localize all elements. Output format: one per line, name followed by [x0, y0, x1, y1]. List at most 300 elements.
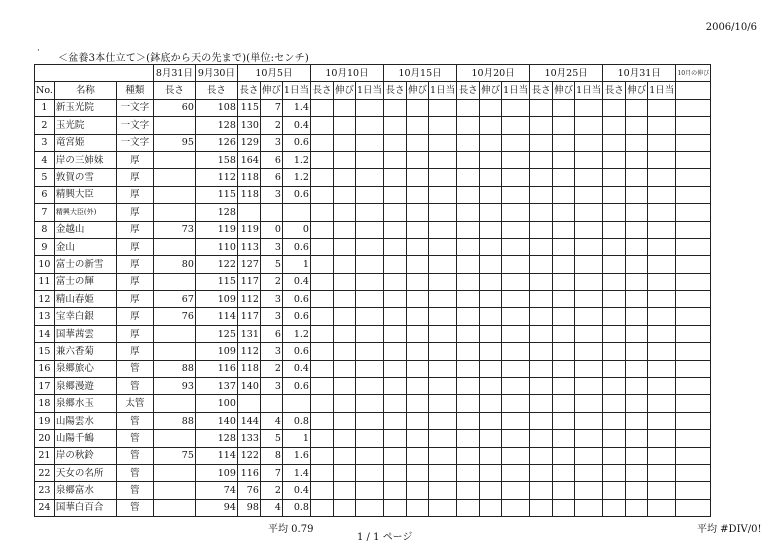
name-header: 名称	[54, 82, 116, 99]
plant-kind: 一文字	[116, 99, 153, 116]
daily-oct5	[282, 204, 310, 221]
length-oct5: 133	[237, 430, 260, 447]
empty-cell	[333, 378, 355, 395]
daily-oct5: 0.8	[282, 499, 310, 516]
length-header: 長さ	[153, 82, 195, 99]
daily-oct5: 1.4	[282, 464, 310, 481]
empty-cell	[429, 447, 457, 464]
length-oct5: 112	[237, 343, 260, 360]
average-left: 平均 0.79	[268, 524, 314, 535]
empty-cell	[676, 447, 711, 464]
table-row	[35, 395, 711, 412]
empty-cell	[429, 395, 457, 412]
empty-cell	[553, 464, 575, 481]
plant-name: 金越山	[54, 221, 116, 238]
average-right: 平均 #DIV/0!	[697, 524, 762, 535]
plant-name: 泉郷旅心	[54, 360, 116, 377]
plant-name: 富士の輝	[54, 273, 116, 290]
empty-cell	[502, 378, 530, 395]
empty-cell	[457, 308, 480, 325]
empty-cell	[384, 360, 407, 377]
length-oct5: 118	[237, 186, 260, 203]
plant-name: 精興大臣(外)	[54, 204, 116, 221]
empty-cell	[407, 482, 429, 499]
row-number: 10	[35, 256, 55, 273]
plant-kind: 厚	[116, 325, 153, 342]
empty-cell	[575, 430, 603, 447]
growth-header: 伸び	[333, 82, 355, 99]
empty-cell	[648, 464, 676, 481]
plant-name: 兼六香菊	[54, 343, 116, 360]
empty-cell	[648, 291, 676, 308]
empty-cell	[333, 117, 355, 134]
length-sep30: 128	[195, 430, 237, 447]
empty-cell	[626, 499, 648, 516]
empty-cell	[480, 482, 502, 499]
empty-cell	[626, 343, 648, 360]
daily-oct5: 1.6	[282, 447, 310, 464]
empty-cell	[333, 499, 355, 516]
empty-cell	[384, 430, 407, 447]
empty-cell	[575, 291, 603, 308]
empty-cell	[355, 186, 383, 203]
empty-cell	[502, 395, 530, 412]
growth-oct5: 4	[260, 499, 282, 516]
empty-cell	[355, 117, 383, 134]
length-sep30: 140	[195, 412, 237, 429]
empty-cell	[457, 169, 480, 186]
plant-kind: 厚	[116, 308, 153, 325]
empty-cell	[355, 360, 383, 377]
length-sep30: 137	[195, 378, 237, 395]
empty-cell	[530, 221, 553, 238]
empty-cell	[407, 412, 429, 429]
empty-cell	[530, 169, 553, 186]
date-header: 8月31日	[153, 65, 195, 82]
empty-cell	[626, 134, 648, 151]
empty-cell	[603, 134, 626, 151]
length-oct5	[237, 395, 260, 412]
empty-cell	[676, 378, 711, 395]
empty-cell	[310, 360, 333, 377]
length-oct5: 98	[237, 499, 260, 516]
empty-cell	[626, 378, 648, 395]
empty-cell	[333, 186, 355, 203]
length-aug31	[153, 273, 195, 290]
daily-header: 1日当	[648, 82, 676, 99]
empty-cell	[480, 273, 502, 290]
empty-cell	[429, 204, 457, 221]
empty-cell	[355, 238, 383, 255]
empty-cell	[457, 256, 480, 273]
length-header: 長さ	[310, 82, 333, 99]
length-oct5: 164	[237, 151, 260, 168]
empty-cell	[355, 499, 383, 516]
length-aug31	[153, 343, 195, 360]
empty-cell	[355, 99, 383, 116]
empty-cell	[626, 447, 648, 464]
plant-name: 国華白百合	[54, 499, 116, 516]
empty-cell	[457, 134, 480, 151]
growth-oct5: 3	[260, 308, 282, 325]
length-sep30: 122	[195, 256, 237, 273]
empty-cell	[384, 134, 407, 151]
empty-cell	[355, 273, 383, 290]
length-sep30: 114	[195, 308, 237, 325]
row-number: 14	[35, 325, 55, 342]
empty-cell	[480, 221, 502, 238]
empty-cell	[603, 464, 626, 481]
empty-cell	[384, 204, 407, 221]
empty-cell	[310, 378, 333, 395]
growth-oct5: 4	[260, 412, 282, 429]
empty-cell	[603, 499, 626, 516]
empty-cell	[333, 151, 355, 168]
empty-cell	[676, 204, 711, 221]
plant-name: 宝幸白銀	[54, 308, 116, 325]
table-row	[35, 204, 711, 221]
growth-oct5: 5	[260, 430, 282, 447]
empty-cell	[429, 221, 457, 238]
empty-cell	[502, 412, 530, 429]
empty-cell	[355, 464, 383, 481]
growth-oct5: 7	[260, 99, 282, 116]
empty-cell	[676, 325, 711, 342]
growth-oct5: 3	[260, 291, 282, 308]
empty-cell	[457, 204, 480, 221]
empty-cell	[457, 395, 480, 412]
empty-cell	[575, 412, 603, 429]
empty-cell	[626, 169, 648, 186]
empty-cell	[429, 99, 457, 116]
plant-kind: 厚	[116, 256, 153, 273]
row-number: 13	[35, 308, 55, 325]
empty-cell	[502, 325, 530, 342]
empty-cell	[310, 151, 333, 168]
length-header: 長さ	[457, 82, 480, 99]
empty-cell	[457, 325, 480, 342]
length-oct5: 115	[237, 99, 260, 116]
empty-cell	[553, 221, 575, 238]
empty-cell	[530, 99, 553, 116]
date-header: 10月31日	[603, 65, 676, 82]
empty-cell	[429, 325, 457, 342]
empty-cell	[333, 238, 355, 255]
plant-kind: 管	[116, 499, 153, 516]
empty-cell	[553, 325, 575, 342]
empty-cell	[355, 447, 383, 464]
plant-kind: 太管	[116, 395, 153, 412]
empty-cell	[407, 151, 429, 168]
empty-cell	[457, 378, 480, 395]
empty-cell	[575, 447, 603, 464]
empty-cell	[480, 99, 502, 116]
growth-oct5: 7	[260, 464, 282, 481]
empty-cell	[676, 221, 711, 238]
empty-cell	[530, 343, 553, 360]
empty-cell	[457, 151, 480, 168]
empty-cell	[480, 378, 502, 395]
empty-cell	[575, 499, 603, 516]
plant-kind: 管	[116, 378, 153, 395]
empty-cell	[310, 238, 333, 255]
empty-cell	[429, 169, 457, 186]
length-sep30: 119	[195, 221, 237, 238]
empty-cell	[553, 99, 575, 116]
date-header-row	[35, 65, 711, 82]
empty-cell	[384, 447, 407, 464]
empty-cell	[530, 308, 553, 325]
empty-cell	[333, 99, 355, 116]
empty-cell	[553, 169, 575, 186]
empty-cell	[407, 343, 429, 360]
length-aug31: 60	[153, 99, 195, 116]
empty-cell	[530, 238, 553, 255]
empty-cell	[553, 482, 575, 499]
empty-cell	[480, 169, 502, 186]
empty-cell	[575, 238, 603, 255]
empty-cell	[626, 151, 648, 168]
length-oct5	[237, 204, 260, 221]
plant-kind: 一文字	[116, 134, 153, 151]
empty-cell	[480, 430, 502, 447]
empty-cell	[355, 412, 383, 429]
empty-cell	[553, 430, 575, 447]
empty-cell	[429, 378, 457, 395]
empty-cell	[333, 134, 355, 151]
length-aug31	[153, 238, 195, 255]
empty-cell	[676, 238, 711, 255]
empty-cell	[333, 395, 355, 412]
empty-cell	[502, 238, 530, 255]
empty-cell	[530, 273, 553, 290]
growth-oct5: 8	[260, 447, 282, 464]
empty-cell	[575, 99, 603, 116]
empty-cell	[407, 447, 429, 464]
empty-cell	[310, 412, 333, 429]
row-number: 23	[35, 482, 55, 499]
row-number: 24	[35, 499, 55, 516]
empty-cell	[480, 134, 502, 151]
growth-oct5: 3	[260, 134, 282, 151]
empty-cell	[676, 308, 711, 325]
length-aug31: 88	[153, 360, 195, 377]
empty-cell	[502, 360, 530, 377]
empty-cell	[502, 499, 530, 516]
daily-oct5: 1.2	[282, 325, 310, 342]
length-sep30: 109	[195, 291, 237, 308]
empty-cell	[648, 412, 676, 429]
empty-cell	[384, 499, 407, 516]
empty-cell	[407, 308, 429, 325]
empty-cell	[384, 412, 407, 429]
empty-cell	[530, 291, 553, 308]
table-row	[35, 151, 711, 168]
monthly-growth-header: 10月の伸び	[676, 65, 711, 82]
length-header: 長さ	[237, 82, 260, 99]
empty-cell	[575, 308, 603, 325]
empty-cell	[310, 447, 333, 464]
empty-cell	[575, 134, 603, 151]
plant-kind: 厚	[116, 273, 153, 290]
empty-cell	[429, 499, 457, 516]
empty-cell	[502, 447, 530, 464]
length-aug31	[153, 117, 195, 134]
daily-oct5: 0.4	[282, 482, 310, 499]
empty-cell	[429, 117, 457, 134]
empty-cell	[575, 464, 603, 481]
growth-header: 伸び	[553, 82, 575, 99]
empty-cell	[384, 378, 407, 395]
empty-cell	[603, 378, 626, 395]
empty-cell	[676, 395, 711, 412]
daily-header: 1日当	[575, 82, 603, 99]
empty-cell	[530, 151, 553, 168]
empty-cell	[575, 482, 603, 499]
empty-cell	[575, 378, 603, 395]
daily-oct5: 0.6	[282, 343, 310, 360]
column-header-row	[35, 82, 711, 99]
empty-cell	[310, 464, 333, 481]
length-sep30: 94	[195, 499, 237, 516]
growth-oct5	[260, 395, 282, 412]
empty-cell	[502, 134, 530, 151]
empty-cell	[530, 378, 553, 395]
empty-cell	[502, 151, 530, 168]
growth-oct5: 5	[260, 256, 282, 273]
empty-cell	[553, 308, 575, 325]
daily-oct5: 0.6	[282, 134, 310, 151]
empty-cell	[502, 221, 530, 238]
length-aug31	[153, 395, 195, 412]
empty-cell	[648, 395, 676, 412]
empty-cell	[530, 204, 553, 221]
length-oct5: 140	[237, 378, 260, 395]
row-number: 15	[35, 343, 55, 360]
empty-cell	[429, 308, 457, 325]
table-row	[35, 447, 711, 464]
growth-oct5: 6	[260, 169, 282, 186]
empty-cell	[384, 343, 407, 360]
empty-cell	[648, 117, 676, 134]
length-aug31	[153, 464, 195, 481]
empty-cell	[553, 204, 575, 221]
daily-oct5: 0.4	[282, 117, 310, 134]
empty-cell	[603, 256, 626, 273]
length-aug31: 75	[153, 447, 195, 464]
daily-oct5: 0.6	[282, 186, 310, 203]
length-oct5: 113	[237, 238, 260, 255]
length-aug31	[153, 325, 195, 342]
empty-cell	[553, 447, 575, 464]
length-sep30: 115	[195, 186, 237, 203]
row-number: 18	[35, 395, 55, 412]
empty-cell	[407, 499, 429, 516]
empty-cell	[553, 291, 575, 308]
empty-cell	[457, 447, 480, 464]
length-sep30: 128	[195, 204, 237, 221]
table-row	[35, 308, 711, 325]
table-row	[35, 221, 711, 238]
empty-cell	[333, 412, 355, 429]
empty-cell	[626, 221, 648, 238]
empty-cell	[676, 273, 711, 290]
empty-cell	[384, 464, 407, 481]
empty-cell	[530, 395, 553, 412]
empty-cell	[648, 325, 676, 342]
row-number: 6	[35, 186, 55, 203]
empty-cell	[502, 204, 530, 221]
table-row	[35, 464, 711, 481]
empty-cell	[429, 343, 457, 360]
growth-oct5: 3	[260, 238, 282, 255]
empty-cell	[384, 256, 407, 273]
empty-cell	[530, 447, 553, 464]
empty-cell	[310, 395, 333, 412]
growth-oct5: 3	[260, 378, 282, 395]
empty-cell	[603, 430, 626, 447]
empty-cell	[676, 343, 711, 360]
empty-cell	[333, 464, 355, 481]
empty-cell	[457, 291, 480, 308]
length-oct5: 129	[237, 134, 260, 151]
empty-cell	[648, 343, 676, 360]
empty-cell	[676, 499, 711, 516]
empty-cell	[310, 256, 333, 273]
daily-oct5: 0.6	[282, 308, 310, 325]
empty-cell	[407, 221, 429, 238]
plant-name: 国華茜雲	[54, 325, 116, 342]
plant-kind: 管	[116, 482, 153, 499]
empty-cell	[530, 412, 553, 429]
empty-cell	[384, 308, 407, 325]
empty-cell	[310, 499, 333, 516]
empty-cell	[310, 308, 333, 325]
row-number: 5	[35, 169, 55, 186]
empty-cell	[310, 169, 333, 186]
empty-cell	[429, 238, 457, 255]
table-row	[35, 499, 711, 516]
date-header: 9月30日	[195, 65, 237, 82]
empty-cell	[480, 151, 502, 168]
length-sep30: 125	[195, 325, 237, 342]
length-oct5: 112	[237, 291, 260, 308]
date-header: 10月10日	[310, 65, 383, 82]
row-number: 22	[35, 464, 55, 481]
empty-cell	[676, 412, 711, 429]
date-header: 10月15日	[384, 65, 457, 82]
empty-cell	[603, 238, 626, 255]
daily-oct5: 0.8	[282, 412, 310, 429]
table-row	[35, 378, 711, 395]
table-row	[35, 134, 711, 151]
empty-cell	[457, 221, 480, 238]
empty-cell	[355, 221, 383, 238]
row-number: 8	[35, 221, 55, 238]
empty-cell	[553, 360, 575, 377]
empty-cell	[457, 273, 480, 290]
empty-cell	[310, 117, 333, 134]
empty-cell	[310, 430, 333, 447]
plant-kind: 厚	[116, 204, 153, 221]
daily-oct5: 0.4	[282, 360, 310, 377]
daily-header: 1日当	[502, 82, 530, 99]
date-header: 10月25日	[530, 65, 603, 82]
empty-cell	[676, 99, 711, 116]
empty-cell	[553, 343, 575, 360]
empty-cell	[676, 360, 711, 377]
empty-cell	[480, 238, 502, 255]
